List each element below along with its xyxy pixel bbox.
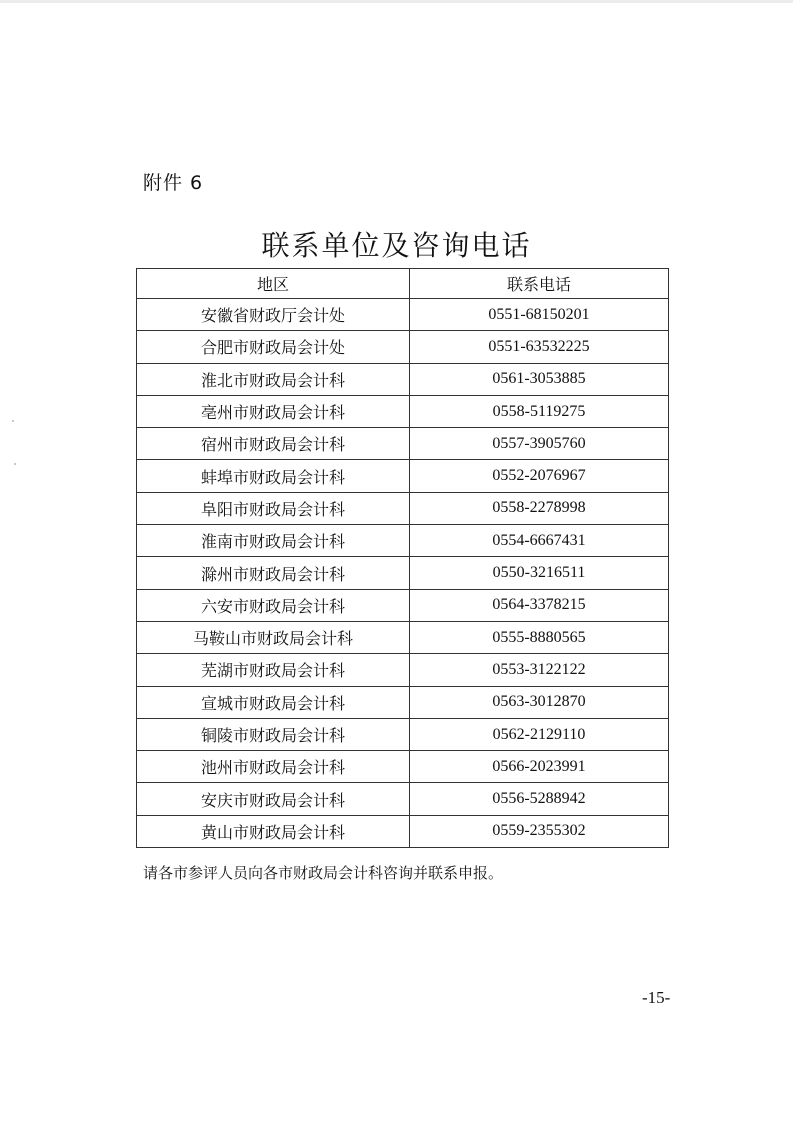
table-row: [137, 395, 669, 427]
region-cell: 淮北市财政局会计科: [137, 363, 410, 395]
table-row: [137, 428, 669, 460]
region-cell: 宿州市财政局会计科: [137, 428, 410, 460]
table-row: [137, 557, 669, 589]
phone-cell: 0553-3122122: [410, 654, 669, 686]
scan-speck: [14, 463, 16, 465]
contact-table: [136, 268, 669, 848]
footnote: 请各市参评人员向各市财政局会计科咨询并联系申报。: [143, 864, 504, 882]
scan-speck: [12, 420, 14, 422]
phone-cell: 0554-6667431: [410, 525, 669, 557]
phone-cell: 0559-2355302: [410, 815, 669, 847]
region-cell: 芜湖市财政局会计科: [137, 654, 410, 686]
region-cell: 阜阳市财政局会计科: [137, 492, 410, 524]
table-row: [137, 654, 669, 686]
table-row: [137, 299, 669, 331]
table-row: [137, 815, 669, 847]
table-row: [137, 589, 669, 621]
table-row: [137, 460, 669, 492]
region-cell: 池州市财政局会计科: [137, 751, 410, 783]
column-header-region: 地区: [137, 269, 410, 299]
region-cell: 安徽省财政厅会计处: [137, 299, 410, 331]
attachment-label: 附件 6: [143, 172, 204, 194]
table-row: [137, 331, 669, 363]
column-header-phone: 联系电话: [410, 269, 669, 299]
phone-cell: 0561-3053885: [410, 363, 669, 395]
page-top-edge: [0, 0, 793, 3]
table-row: [137, 363, 669, 395]
phone-cell: 0562-2129110: [410, 718, 669, 750]
region-cell: 安庆市财政局会计科: [137, 783, 410, 815]
phone-cell: 0558-2278998: [410, 492, 669, 524]
region-cell: 黄山市财政局会计科: [137, 815, 410, 847]
phone-cell: 0557-3905760: [410, 428, 669, 460]
table-row: [137, 492, 669, 524]
phone-cell: 0558-5119275: [410, 395, 669, 427]
region-cell: 蚌埠市财政局会计科: [137, 460, 410, 492]
page-number: -15-: [642, 988, 671, 1007]
page-title: 联系单位及咨询电话: [261, 229, 532, 262]
phone-cell: 0555-8880565: [410, 621, 669, 653]
region-cell: 淮南市财政局会计科: [137, 525, 410, 557]
region-cell: 滁州市财政局会计科: [137, 557, 410, 589]
table-header-row: [137, 269, 669, 299]
phone-cell: 0551-68150201: [410, 299, 669, 331]
region-cell: 马鞍山市财政局会计科: [137, 621, 410, 653]
phone-cell: 0550-3216511: [410, 557, 669, 589]
phone-cell: 0563-3012870: [410, 686, 669, 718]
table-row: [137, 686, 669, 718]
table-row: [137, 751, 669, 783]
table-row: [137, 783, 669, 815]
phone-cell: 0552-2076967: [410, 460, 669, 492]
table-row: [137, 621, 669, 653]
region-cell: 六安市财政局会计科: [137, 589, 410, 621]
region-cell: 亳州市财政局会计科: [137, 395, 410, 427]
region-cell: 铜陵市财政局会计科: [137, 718, 410, 750]
phone-cell: 0566-2023991: [410, 751, 669, 783]
phone-cell: 0556-5288942: [410, 783, 669, 815]
phone-cell: 0564-3378215: [410, 589, 669, 621]
region-cell: 合肥市财政局会计处: [137, 331, 410, 363]
table-row: [137, 718, 669, 750]
table-row: [137, 525, 669, 557]
region-cell: 宣城市财政局会计科: [137, 686, 410, 718]
phone-cell: 0551-63532225: [410, 331, 669, 363]
